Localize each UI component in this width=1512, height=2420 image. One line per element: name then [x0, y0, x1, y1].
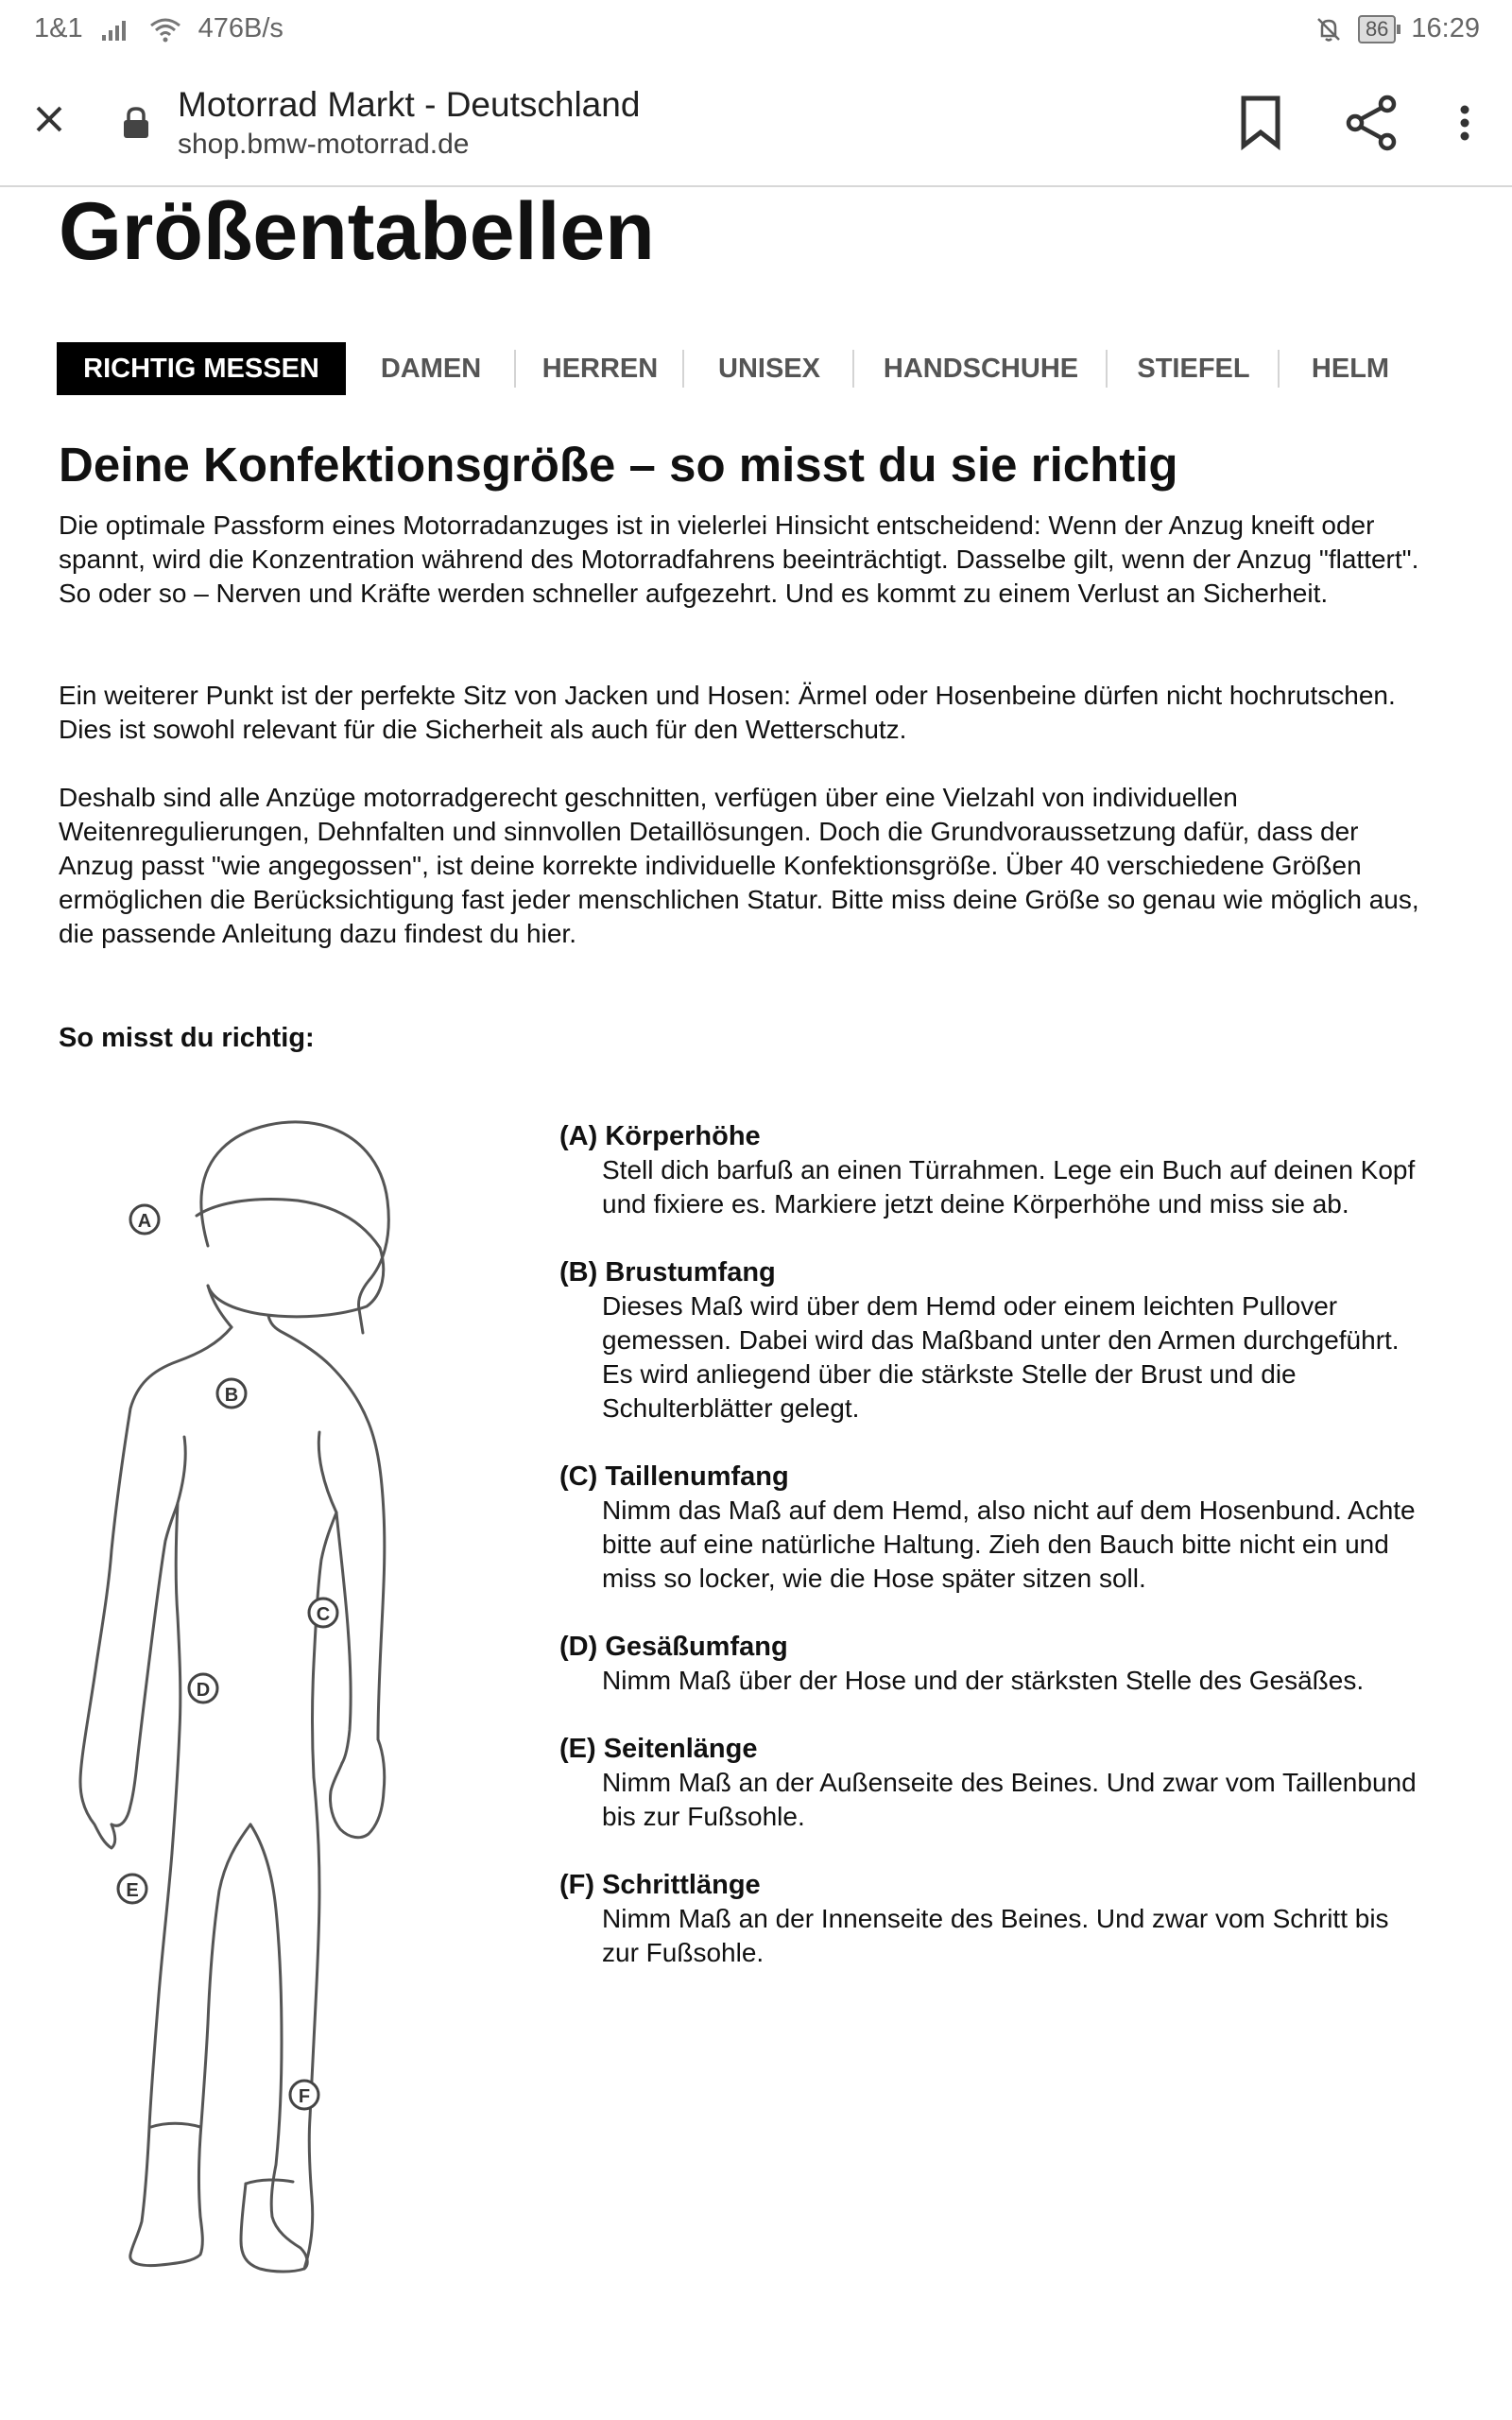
- more-options-button[interactable]: [1446, 93, 1484, 153]
- marker-a: [130, 1205, 159, 1234]
- wifi-icon: [149, 16, 181, 43]
- measurement-description: Nimm Maß über der Hose und der stärksten Stelle des Gesäßes.: [602, 1666, 1365, 1695]
- measurement-title: (E) Seitenlänge: [559, 1734, 758, 1764]
- sizes-paragraph: Deshalb sind alle Anzüge motorradgerecht geschnitten, verfügen über eine Vielzahl von individuellen Weitenregulierungen, Dehnfalten und sinnvollen Detaillösungen. Doch die Grundvoraussetzung dafür, dass der Anzug passt "wie angegossen", ist deine korrekte individuelle Konfektionsgröße. Über 40 verschiedene Größen ermöglichen die Berücksichtigung fast jeder menschlichen Statur. Bitte miss deine Größe so genau wie möglich aus, die passende Anleitung dazu findest du hier.: [59, 783, 1419, 948]
- size-chart-tabs: [57, 342, 1421, 395]
- status-bar: [0, 0, 1512, 59]
- share-icon: [1344, 93, 1400, 153]
- measurement-item-koerperhoehe: [559, 1119, 1429, 1221]
- more-vertical-icon: [1446, 93, 1484, 153]
- tab-unisex[interactable]: UNISEX: [684, 342, 854, 395]
- bookmark-icon: [1236, 93, 1285, 153]
- tab-stiefel[interactable]: STIEFEL: [1108, 342, 1280, 395]
- battery-icon: 86: [1358, 15, 1396, 43]
- carrier-label: 1&1: [34, 13, 83, 43]
- marker-b-label: B: [224, 1385, 239, 1406]
- network-speed: 476B/s: [198, 13, 284, 43]
- intro-paragraph: Die optimale Passform eines Motorradanzuges ist in vielerlei Hinsicht entscheidend: Wenn der Anzug kneift oder spannt, wird die Konzentration während des Motorradfahrens beeinträchtigt. Dasselbe gilt, wenn der Anzug "flattert". So oder so – Nerven und Kräfte werden schneller aufgezehrt. Und es kommt zu einem Verlust an Sicherheit.: [59, 510, 1419, 608]
- marker-d-label: D: [196, 1680, 211, 1701]
- measurement-description: Stell dich barfuß an einen Türrahmen. Lege ein Buch auf deinen Kopf und fixiere es. Markiere jetzt deine Körperhöhe und miss sie ab.: [602, 1155, 1416, 1219]
- marker-c-label: C: [316, 1604, 331, 1625]
- fit-paragraph: Ein weiterer Punkt ist der perfekte Sitz von Jacken und Hosen: Ärmel oder Hosenbeine dürfen nicht hochrutschen. Dies ist sowohl relevant für die Sicherheit als auch für den Wetterschutz.: [59, 681, 1396, 744]
- marker-a-label: A: [137, 1211, 152, 1232]
- marker-e-label: E: [126, 1880, 139, 1901]
- measurement-title: (C) Taillenumfang: [559, 1461, 789, 1492]
- close-button[interactable]: [25, 95, 74, 144]
- signal-icon: [100, 16, 132, 43]
- measurement-title: (A) Körperhöhe: [559, 1121, 761, 1151]
- marker-f: [290, 2081, 318, 2109]
- close-icon: [34, 104, 64, 134]
- measurement-list: [559, 1119, 1429, 2004]
- marker-e: [118, 1875, 146, 1903]
- tab-richtig-messen[interactable]: RICHTIG MESSEN: [57, 342, 346, 395]
- page-title: Größentabellen: [59, 186, 655, 277]
- tab-handschuhe[interactable]: HANDSCHUHE: [854, 342, 1108, 395]
- marker-b: [217, 1379, 246, 1408]
- marker-d: [189, 1674, 217, 1703]
- measurement-description: Nimm Maß an der Außenseite des Beines. Und zwar vom Taillenbund bis zur Fußsohle.: [602, 1768, 1417, 1831]
- bookmark-button[interactable]: [1236, 93, 1285, 153]
- measurement-title: (D) Gesäßumfang: [559, 1632, 788, 1662]
- lock-icon: [121, 106, 151, 140]
- body-measurement-diagram: [57, 1097, 548, 2288]
- marker-f-label: F: [298, 2086, 311, 2107]
- tab-helm[interactable]: HELM: [1311, 353, 1390, 384]
- measurement-title: (B) Brustumfang: [559, 1257, 776, 1288]
- site-url[interactable]: shop.bmw-motorrad.de: [178, 129, 470, 160]
- browser-toolbar: [0, 59, 1512, 187]
- body-outline: [80, 1122, 388, 2272]
- measurement-item-taillenumfang: [559, 1460, 1429, 1596]
- site-title: Motorrad Markt - Deutschland: [178, 85, 641, 124]
- bell-off-icon: [1314, 15, 1343, 43]
- marker-c: [309, 1599, 337, 1627]
- measurement-description: Nimm das Maß auf dem Hemd, also nicht auf dem Hosenbund. Achte bitte auf eine natürliche Haltung. Zieh den Bauch bitte nicht ein und miss so locker, wie die Hose später sitzen soll.: [602, 1495, 1416, 1593]
- measurement-description: Dieses Maß wird über dem Hemd oder einem leichten Pullover gemessen. Dabei wird das Maßband unter den Armen durchgeführt. Es wird anliegend über die stärkste Stelle der Brust und die Schulterblätter gelegt.: [602, 1291, 1400, 1423]
- tab-damen[interactable]: DAMEN: [346, 342, 516, 395]
- measure-heading: So misst du richtig:: [59, 1023, 315, 1053]
- measurement-description: Nimm Maß an der Innenseite des Beines. Und zwar vom Schritt bis zur Fußsohle.: [602, 1904, 1389, 1967]
- tab-herren[interactable]: HERREN: [516, 342, 684, 395]
- measurement-title: (F) Schrittlänge: [559, 1870, 761, 1900]
- section-heading: Deine Konfektionsgröße – so misst du sie richtig: [59, 438, 1178, 492]
- clock: 16:29: [1411, 13, 1480, 43]
- share-button[interactable]: [1344, 93, 1400, 153]
- measurement-item-schrittlaenge: [559, 1868, 1429, 1970]
- measurement-item-seitenlaenge: [559, 1732, 1429, 1834]
- measurement-item-gesaessumfang: [559, 1630, 1429, 1698]
- measurement-item-brustumfang: [559, 1255, 1429, 1426]
